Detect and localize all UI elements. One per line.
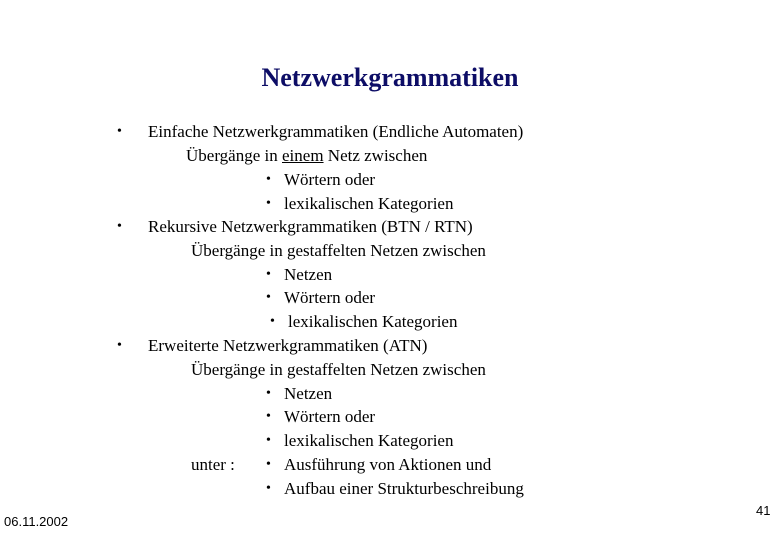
section-heading-rekursive: Rekursive Netzwerkgrammatiken (BTN / RTN) [148, 217, 473, 236]
list-item: lexikalischen Kategorien [288, 312, 458, 331]
item-bullet: • [266, 386, 271, 401]
list-item: Wörtern oder [284, 407, 376, 426]
section-heading-erweiterte: Erweiterte Netzwerkgrammatiken (ATN) [148, 336, 428, 355]
item-bullet: • [266, 267, 271, 282]
item-bullet: • [266, 457, 271, 472]
item-bullet: • [266, 290, 271, 305]
item-bullet: • [266, 196, 271, 211]
page-number: 41 [756, 503, 771, 518]
description-prefix: Übergänge in [186, 146, 282, 165]
section-bullet: • [117, 124, 122, 139]
section-description-einfache [186, 145, 427, 167]
item-bullet: • [270, 314, 275, 329]
list-item: Wörtern oder [284, 170, 376, 189]
item-bullet: • [266, 172, 271, 187]
section-bullet: • [117, 338, 122, 353]
item-bullet: • [266, 481, 271, 496]
section-heading-einfache: Einfache Netzwerkgrammatiken (Endliche Automaten) [148, 122, 524, 141]
description-emphasis: einem [282, 146, 324, 165]
list-item: Ausführung von Aktionen und [284, 455, 492, 474]
item-bullet: • [266, 409, 271, 424]
item-bullet: • [266, 433, 271, 448]
list-item: Netzen [284, 265, 333, 284]
description-suffix: Netz zwischen [323, 146, 428, 165]
section-description-rekursive: Übergänge in gestaffelten Netzen zwischen [191, 241, 486, 260]
slide-title: Netzwerkgrammatiken [261, 63, 519, 92]
section-description-erweiterte: Übergänge in gestaffelten Netzen zwischen [191, 360, 486, 379]
section-bullet: • [117, 219, 122, 234]
side-label: unter : [191, 455, 235, 474]
list-item: lexikalischen Kategorien [284, 194, 454, 213]
slide-date: 06.11.2002 [4, 514, 69, 529]
list-item: Netzen [284, 384, 333, 403]
list-item: lexikalischen Kategorien [284, 431, 454, 450]
list-item: Aufbau einer Strukturbeschreibung [284, 479, 524, 498]
list-item: Wörtern oder [284, 288, 376, 307]
